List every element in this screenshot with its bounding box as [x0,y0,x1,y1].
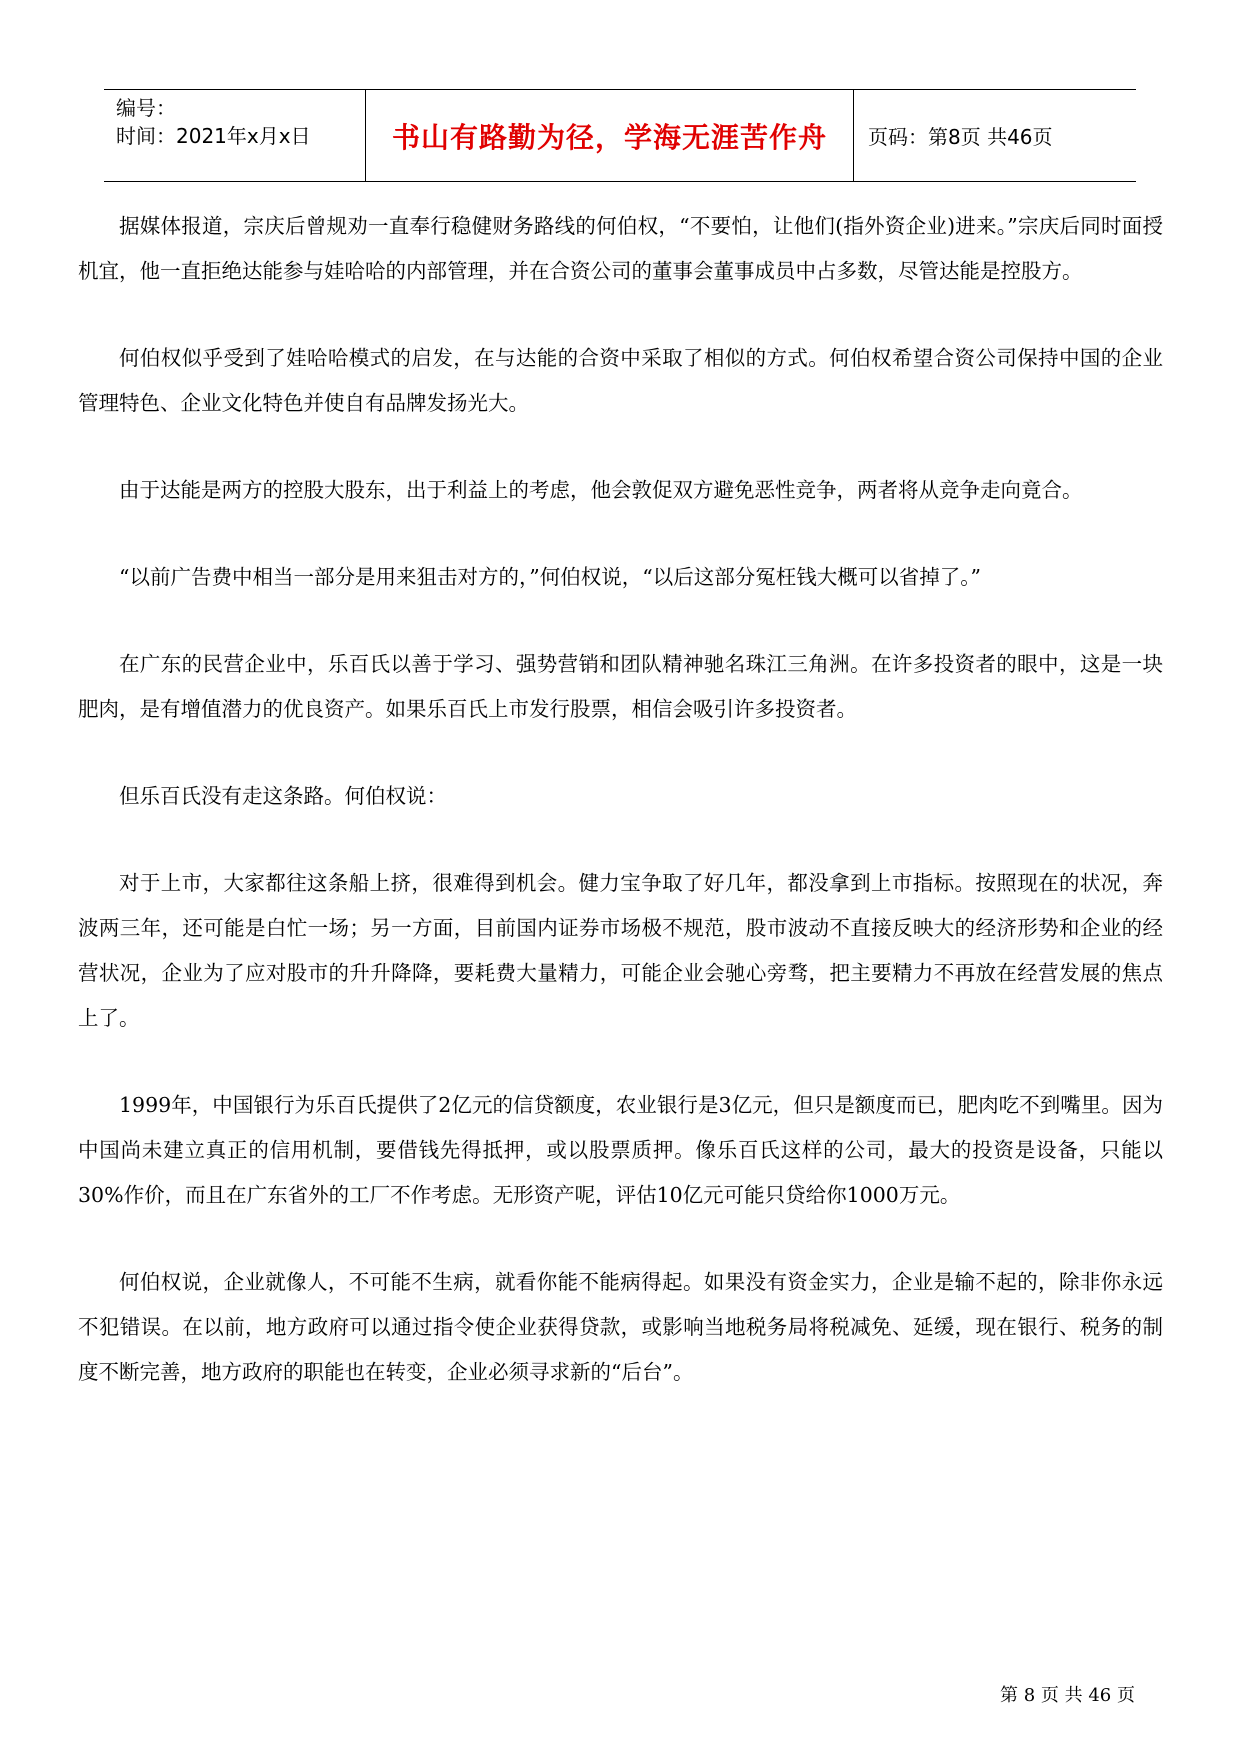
header-motto-cell [366,90,854,181]
paragraph: 据媒体报道，宗庆后曾规劝一直奉行稳健财务路线的何伯权，“不要怕，让他们(指外资企业)进来。”宗庆后同时面授机宜，他一直拒绝达能参与娃哈哈的内部管理，并在合资公司的董事会董事成员中占多数，尽管达能是控股方。 [78,214,1163,283]
document-body [78,204,1163,1437]
document-time-label: 时间：2021年x月x日 [116,124,311,148]
header-meta-cell [104,90,366,181]
header-motto: 书山有路勤为径，学海无涯苦作舟 [391,120,827,154]
paragraph: 由于达能是两方的控股大股东，出于利益上的考虑，他会敦促双方避免恶性竞争，两者将从竞争走向竟合。 [119,478,1083,502]
page-header [104,89,1136,182]
paragraph: 何伯权似乎受到了娃哈哈模式的启发，在与达能的合资中采取了相似的方式。何伯权希望合资公司保持中国的企业管理特色、企业文化特色并使自有品牌发扬光大。 [78,346,1163,415]
header-page-code: 页码：第8页 共46页 [868,125,1053,149]
paragraph: 但乐百氏没有走这条路。何伯权说： [119,784,447,808]
paragraph: 1999年，中国银行为乐百氏提供了2亿元的信贷额度，农业银行是3亿元，但只是额度而已，肥肉吃不到嘴里。因为中国尚未建立真正的信用机制，要借钱先得抵押，或以股票质押。像乐百氏这样的公司，最大的投资是设备，只能以30%作价，而且在广东省外的工厂不作考虑。无形资产呢，评估10亿元可能只贷给你1000万元。 [78,1093,1163,1207]
paragraph: “以前广告费中相当一部分是用来狙击对方的，”何伯权说，“以后这部分冤枉钱大概可以省掉了。” [119,565,981,589]
paragraph: 何伯权说，企业就像人，不可能不生病，就看你能不能病得起。如果没有资金实力，企业是输不起的，除非你永远不犯错误。在以前，地方政府可以通过指令使企业获得贷款，或影响当地税务局将税减免、延缓，现在银行、税务的制度不断完善，地方政府的职能也在转变，企业必须寻求新的“后台”。 [78,1270,1163,1384]
header-page-cell [854,90,1136,181]
paragraph: 对于上市，大家都往这条船上挤，很难得到机会。健力宝争取了好几年，都没拿到上市指标。按照现在的状况，奔波两三年，还可能是白忙一场；另一方面，目前国内证券市场极不规范，股市波动不直接反映大的经济形势和企业的经营状况，企业为了应对股市的升升降降，要耗费大量精力，可能企业会驰心旁骛，把主要精力不再放在经营发展的焦点上了。 [78,871,1163,1030]
page-footer: 第 8 页 共 46 页 [1000,1685,1135,1706]
document-number-label: 编号： [116,96,176,120]
paragraph: 在广东的民营企业中，乐百氏以善于学习、强势营销和团队精神驰名珠江三角洲。在许多投资者的眼中，这是一块肥肉，是有增值潜力的优良资产。如果乐百氏上市发行股票，相信会吸引许多投资者。 [78,652,1163,721]
